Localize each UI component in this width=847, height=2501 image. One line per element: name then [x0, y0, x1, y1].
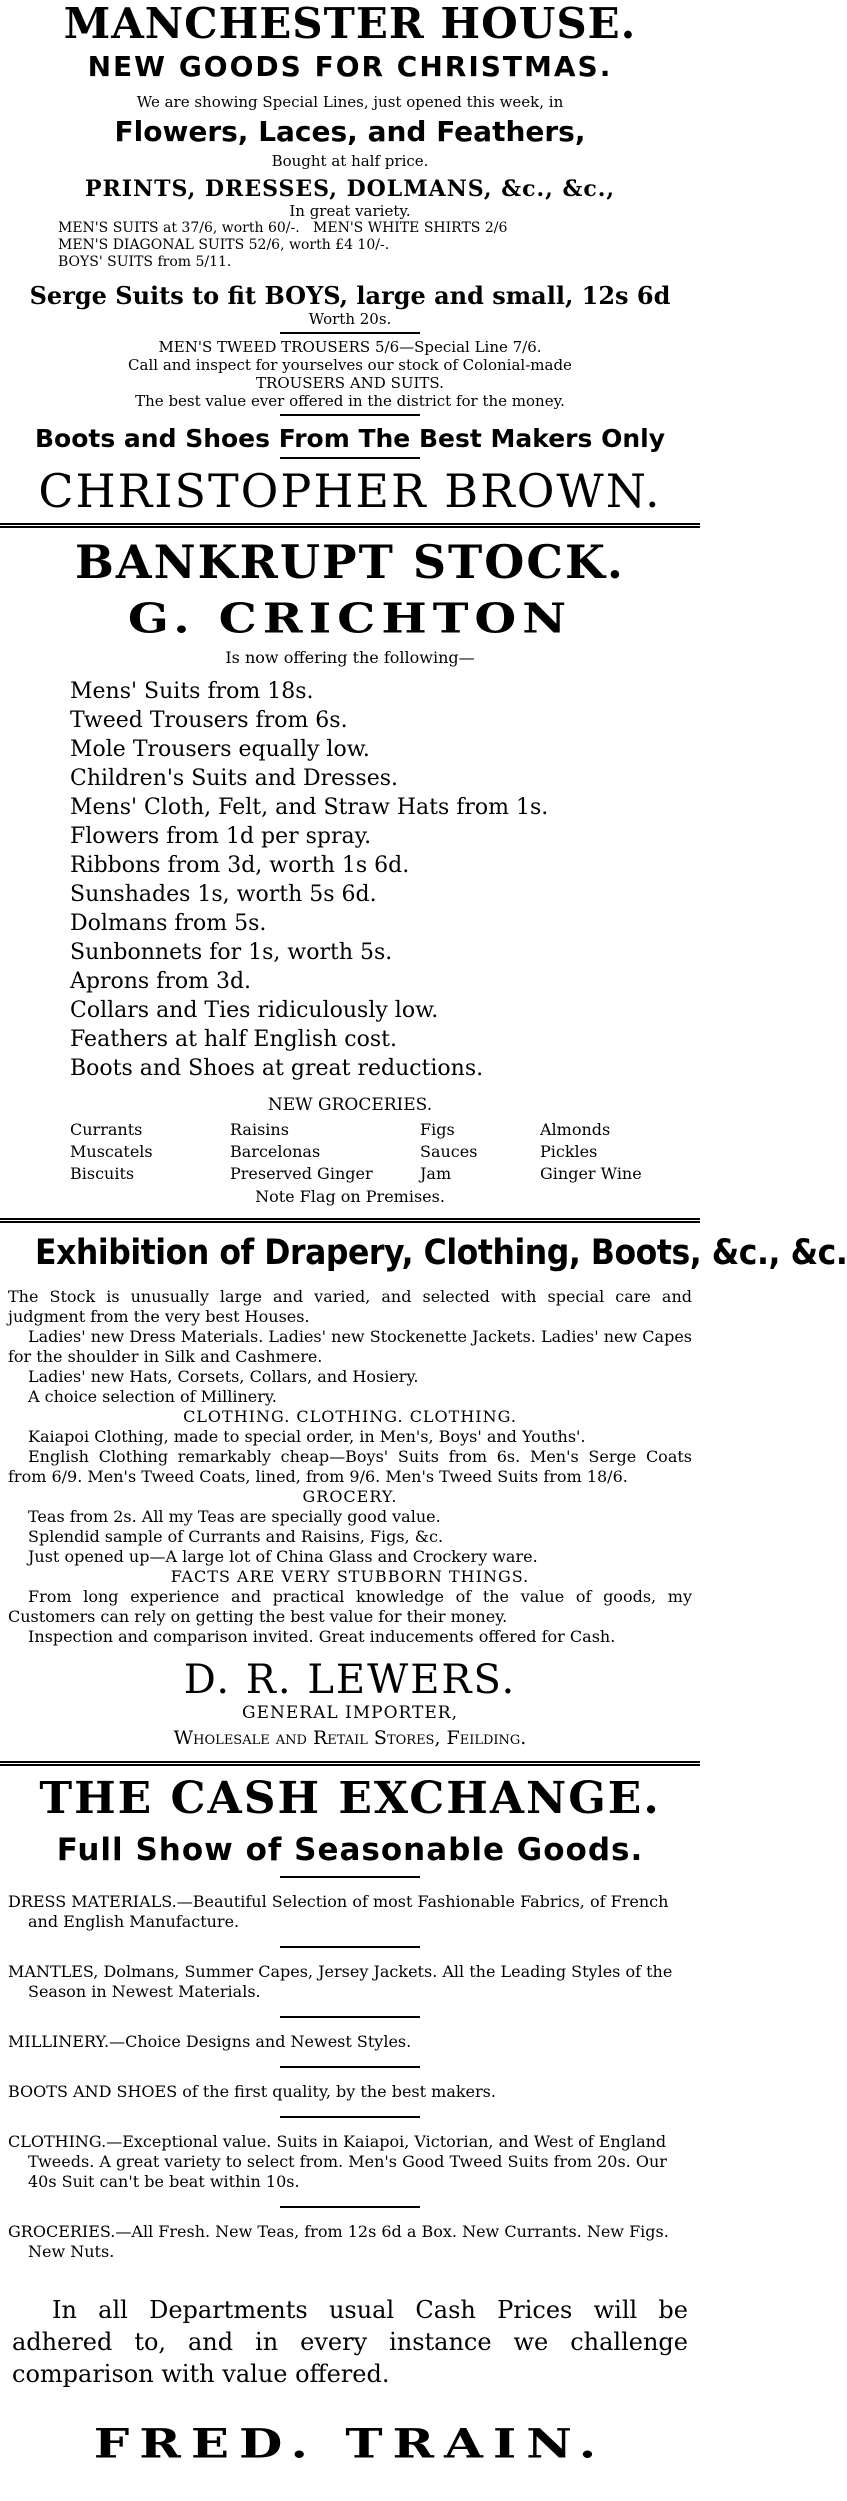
divider [280, 2016, 420, 2018]
stores-line: Wholesale and Retail Stores, Feilding. [173, 1727, 527, 1749]
grocery-item: Preserved Ginger [230, 1164, 373, 1183]
ad-body [0, 1287, 700, 1647]
list-item: Children's Suits and Dresses. [70, 766, 399, 791]
lewers-ad [0, 1233, 847, 1749]
intro-text: We are showing Special Lines, just opened this week, in [136, 93, 564, 111]
grocery-item: Raisins [230, 1120, 289, 1139]
bankrupt-stock-ad [0, 536, 700, 1206]
list-item: Ribbons from 3d, worth 1s 6d. [70, 853, 410, 878]
groceries-heading: NEW GROCERIES. [267, 1095, 433, 1115]
paragraph: English Clothing remarkably cheap—Boys' Suits from 6s. Men's Serge Coats from 6/9. Men's Tweed Coats, lined, from 9/6. Men's Tweed Suits from 18/6. [8, 1447, 692, 1486]
divider [280, 332, 420, 334]
merchant-name: G. CRICHTON [127, 595, 573, 643]
paragraph: The Stock is unusually large and varied, and selected with special care and judgment from the very best Houses. [8, 1287, 692, 1326]
section-rule [0, 523, 700, 528]
list-item: Sunbonnets for 1s, worth 5s. [70, 940, 393, 965]
ad-title: MANCHESTER HOUSE. [63, 0, 637, 48]
grocery-item: Barcelonas [230, 1142, 321, 1161]
list-item: Mole Trousers equally low. [70, 737, 370, 762]
offer-list [0, 677, 700, 1083]
section-rule [0, 1761, 700, 1766]
list-item: Mens' Cloth, Felt, and Straw Hats from 1s. [70, 795, 549, 820]
list-item: Dolmans from 5s. [70, 911, 267, 936]
cash-exchange-ad [0, 1772, 700, 2473]
divider [280, 2116, 420, 2118]
grocery-item: Jam [420, 1164, 452, 1183]
list-item: MEN'S DIAGONAL SUITS 52/6, worth £4 10/-. [58, 237, 390, 253]
importer-line: GENERAL IMPORTER, [242, 1703, 458, 1723]
list-item: Sunshades 1s, worth 5s 6d. [70, 882, 377, 907]
suit-list [8, 220, 692, 271]
grocery-item: Sauces [420, 1142, 478, 1161]
bought-text: Bought at half price. [271, 152, 429, 170]
divider [280, 414, 420, 416]
prints-line: PRINTS, DRESSES, DOLMANS, &c., &c., [84, 176, 616, 202]
divider [280, 1946, 420, 1948]
headline: Flowers, Laces, and Feathers, [114, 115, 586, 148]
paragraph: Ladies' new Dress Materials. Ladies' new Stockenette Jackets. Ladies' new Capes for the shoulder in Silk and Cashmere. [8, 1327, 692, 1366]
list-item: DRESS MATERIALS.—Beautiful Selection of most Fashionable Fabrics, of French and English Manufacture. [8, 1892, 669, 1931]
list-item: MANTLES, Dolmans, Summer Capes, Jersey Jackets. All the Leading Styles of the Season in Newest Materials. [8, 1962, 673, 2001]
ad-title: BANKRUPT STOCK. [75, 535, 625, 589]
ad-subtitle: Full Show of Seasonable Goods. [56, 1832, 644, 1868]
paragraph: Ladies' new Hats, Corsets, Collars, and Hosiery. [28, 1367, 419, 1386]
paragraph: Just opened up—A large lot of China Glass and Crockery ware. [28, 1547, 538, 1566]
list-item: Aprons from 3d. [70, 969, 252, 994]
manchester-house-ad [0, 0, 700, 517]
list-item: CLOTHING.—Exceptional value. Suits in Kaiapoi, Victorian, and West of England Tweeds. A great variety to select from. Men's Good Tweed Suits from 20s. Our 40s Suit can't be beat within 10s. [8, 2132, 667, 2191]
tweed-line: MEN'S TWEED TROUSERS 5/6—Special Line 7/6. [158, 338, 542, 356]
list-item: Collars and Ties ridiculously low. [70, 998, 439, 1023]
grocery-item: Figs [420, 1120, 455, 1139]
grocery-item: Almonds [540, 1120, 611, 1139]
closing-text: In all Departments usual Cash Prices will be adhered to, and in every instance we challenge comparison with value offered. [12, 2296, 688, 2388]
grocery-item: Ginger Wine [540, 1164, 642, 1183]
paragraph: A choice selection of Millinery. [28, 1387, 277, 1406]
grocery-item: Pickles [540, 1142, 598, 1161]
flag-note: Note Flag on Premises. [255, 1187, 445, 1206]
grocery-item: Currants [70, 1120, 143, 1139]
list-item: Tweed Trousers from 6s. [70, 708, 348, 733]
trousers-line: TROUSERS AND SUITS. [256, 374, 444, 392]
merchant-name: CHRISTOPHER BROWN. [38, 464, 662, 518]
list-item: Flowers from 1d per spray. [70, 824, 372, 849]
serge-line: Serge Suits to fit BOYS, large and small, 12s 6d [29, 281, 671, 310]
paragraph: Teas from 2s. All my Teas are specially good value. [28, 1507, 441, 1526]
groceries-grid [0, 1119, 700, 1185]
merchant-name: FRED. TRAIN. [93, 2419, 607, 2468]
facts-heading: FACTS ARE VERY STUBBORN THINGS. [170, 1567, 530, 1586]
list-item: GROCERIES.—All Fresh. New Teas, from 12s 6d a Box. New Currants. New Figs. New Nuts. [8, 2222, 669, 2261]
list-item: Boots and Shoes at great reductions. [70, 1056, 484, 1081]
divider [280, 1876, 420, 1878]
paragraph: Splendid sample of Currants and Raisins, Figs, &c. [28, 1527, 444, 1546]
paragraph: Kaiapoi Clothing, made to special order, in Men's, Boys' and Youths'. [28, 1427, 586, 1446]
ad-title: THE CASH EXCHANGE. [39, 1773, 661, 1824]
divider [280, 457, 420, 459]
ad-title: Exhibition of Drapery, Clothing, Boots, &c., &c. [35, 1233, 847, 1273]
section-rule [0, 1218, 700, 1223]
list-item: Feathers at half English cost. [70, 1027, 397, 1052]
list-item: Mens' Suits from 18s. [70, 679, 314, 704]
best-line: The best value ever offered in the district for the money. [135, 392, 565, 410]
boots-line: Boots and Shoes From The Best Makers Only [34, 424, 665, 453]
list-item: BOOTS AND SHOES of the first quality, by the best makers. [8, 2082, 496, 2101]
list-item: MILLINERY.—Choice Designs and Newest Styles. [8, 2032, 412, 2051]
ad-subtitle: NEW GOODS FOR CHRISTMAS. [87, 50, 613, 83]
paragraph: From long experience and practical knowledge of the value of goods, my Customers can rely on getting the best value for their money. [8, 1587, 692, 1626]
list-item: BOYS' SUITS from 5/11. [58, 254, 232, 270]
divider [280, 2066, 420, 2068]
worth-text: Worth 20s. [308, 310, 392, 328]
intro-text: Is now offering the following— [225, 648, 475, 667]
divider [280, 2206, 420, 2208]
grocery-item: Muscatels [70, 1142, 153, 1161]
list-item: MEN'S SUITS at 37/6, worth 60/-. MEN'S WHITE SHIRTS 2/6 [58, 220, 508, 236]
call-line: Call and inspect for yourselves our stock of Colonial-made [128, 356, 572, 374]
merchant-name: D. R. LEWERS. [183, 1657, 517, 1703]
department-list [0, 1876, 700, 2262]
variety-text: In great variety. [289, 202, 411, 220]
grocery-item: Biscuits [70, 1164, 135, 1183]
grocery-heading: GROCERY. [302, 1487, 398, 1506]
paragraph: Inspection and comparison invited. Great inducements offered for Cash. [28, 1627, 616, 1646]
clothing-heading: CLOTHING. CLOTHING. CLOTHING. [183, 1407, 517, 1426]
